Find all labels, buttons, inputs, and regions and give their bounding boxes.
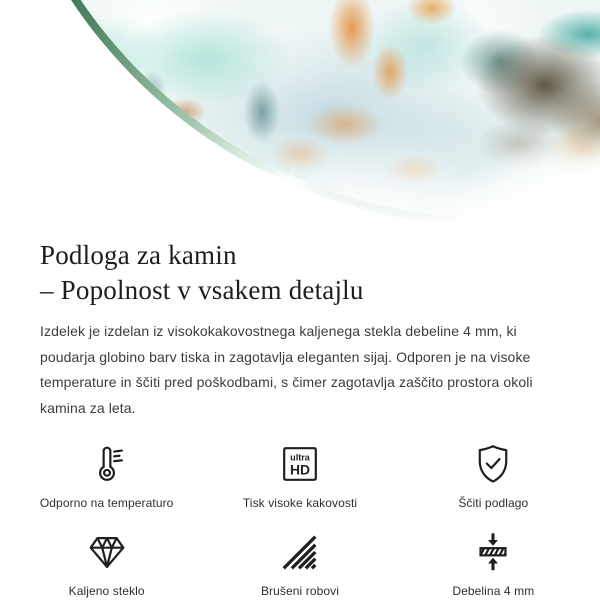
feature-label: Ščiti podlago [458,495,529,510]
thickness-press-icon [470,529,516,575]
shield-check-icon [470,441,516,487]
feature-temperature [10,435,203,510]
ultra-hd-icon-text-bottom: HD [289,461,311,478]
page-title-line2: – Popolnost v vsakem detajlu [40,275,364,306]
feature-polished-edges [203,523,396,598]
product-description: Izdelek je izdelan iz visokokakovostnega kaljenega stekla debeline 4 mm, ki poudarja globino barv tiska in zagotavlja eleganten sijaj. Odporen je na visoke temperature in ščiti pred poškodbami, s čimer zagotavlja zaščito prostora okoli kamina za leta. [40,323,533,417]
page-title [40,238,560,308]
feature-thickness [397,523,590,598]
feature-label: Odporno na temperaturo [39,495,174,510]
product-photo [0,0,600,230]
page-title-line1: Podloga za kamin [40,240,237,270]
feature-label: Brušeni robovi [260,583,340,598]
ultra-hd-icon [277,441,323,487]
feature-protection [397,435,590,510]
feature-label: Debelina 4 mm [452,583,535,598]
feature-label: Kaljeno steklo [68,583,145,598]
feature-label: Tisk visoke kakovosti [242,495,358,510]
feature-grid [0,435,600,598]
feature-tempered-glass [10,523,203,598]
hatched-edge-icon [277,529,323,575]
diamond-icon [84,529,130,575]
ultra-hd-icon-text-top: ultra [290,452,310,463]
thermometer-icon [84,441,130,487]
feature-print-quality [203,435,396,510]
glass-panel-artwork [0,0,600,230]
